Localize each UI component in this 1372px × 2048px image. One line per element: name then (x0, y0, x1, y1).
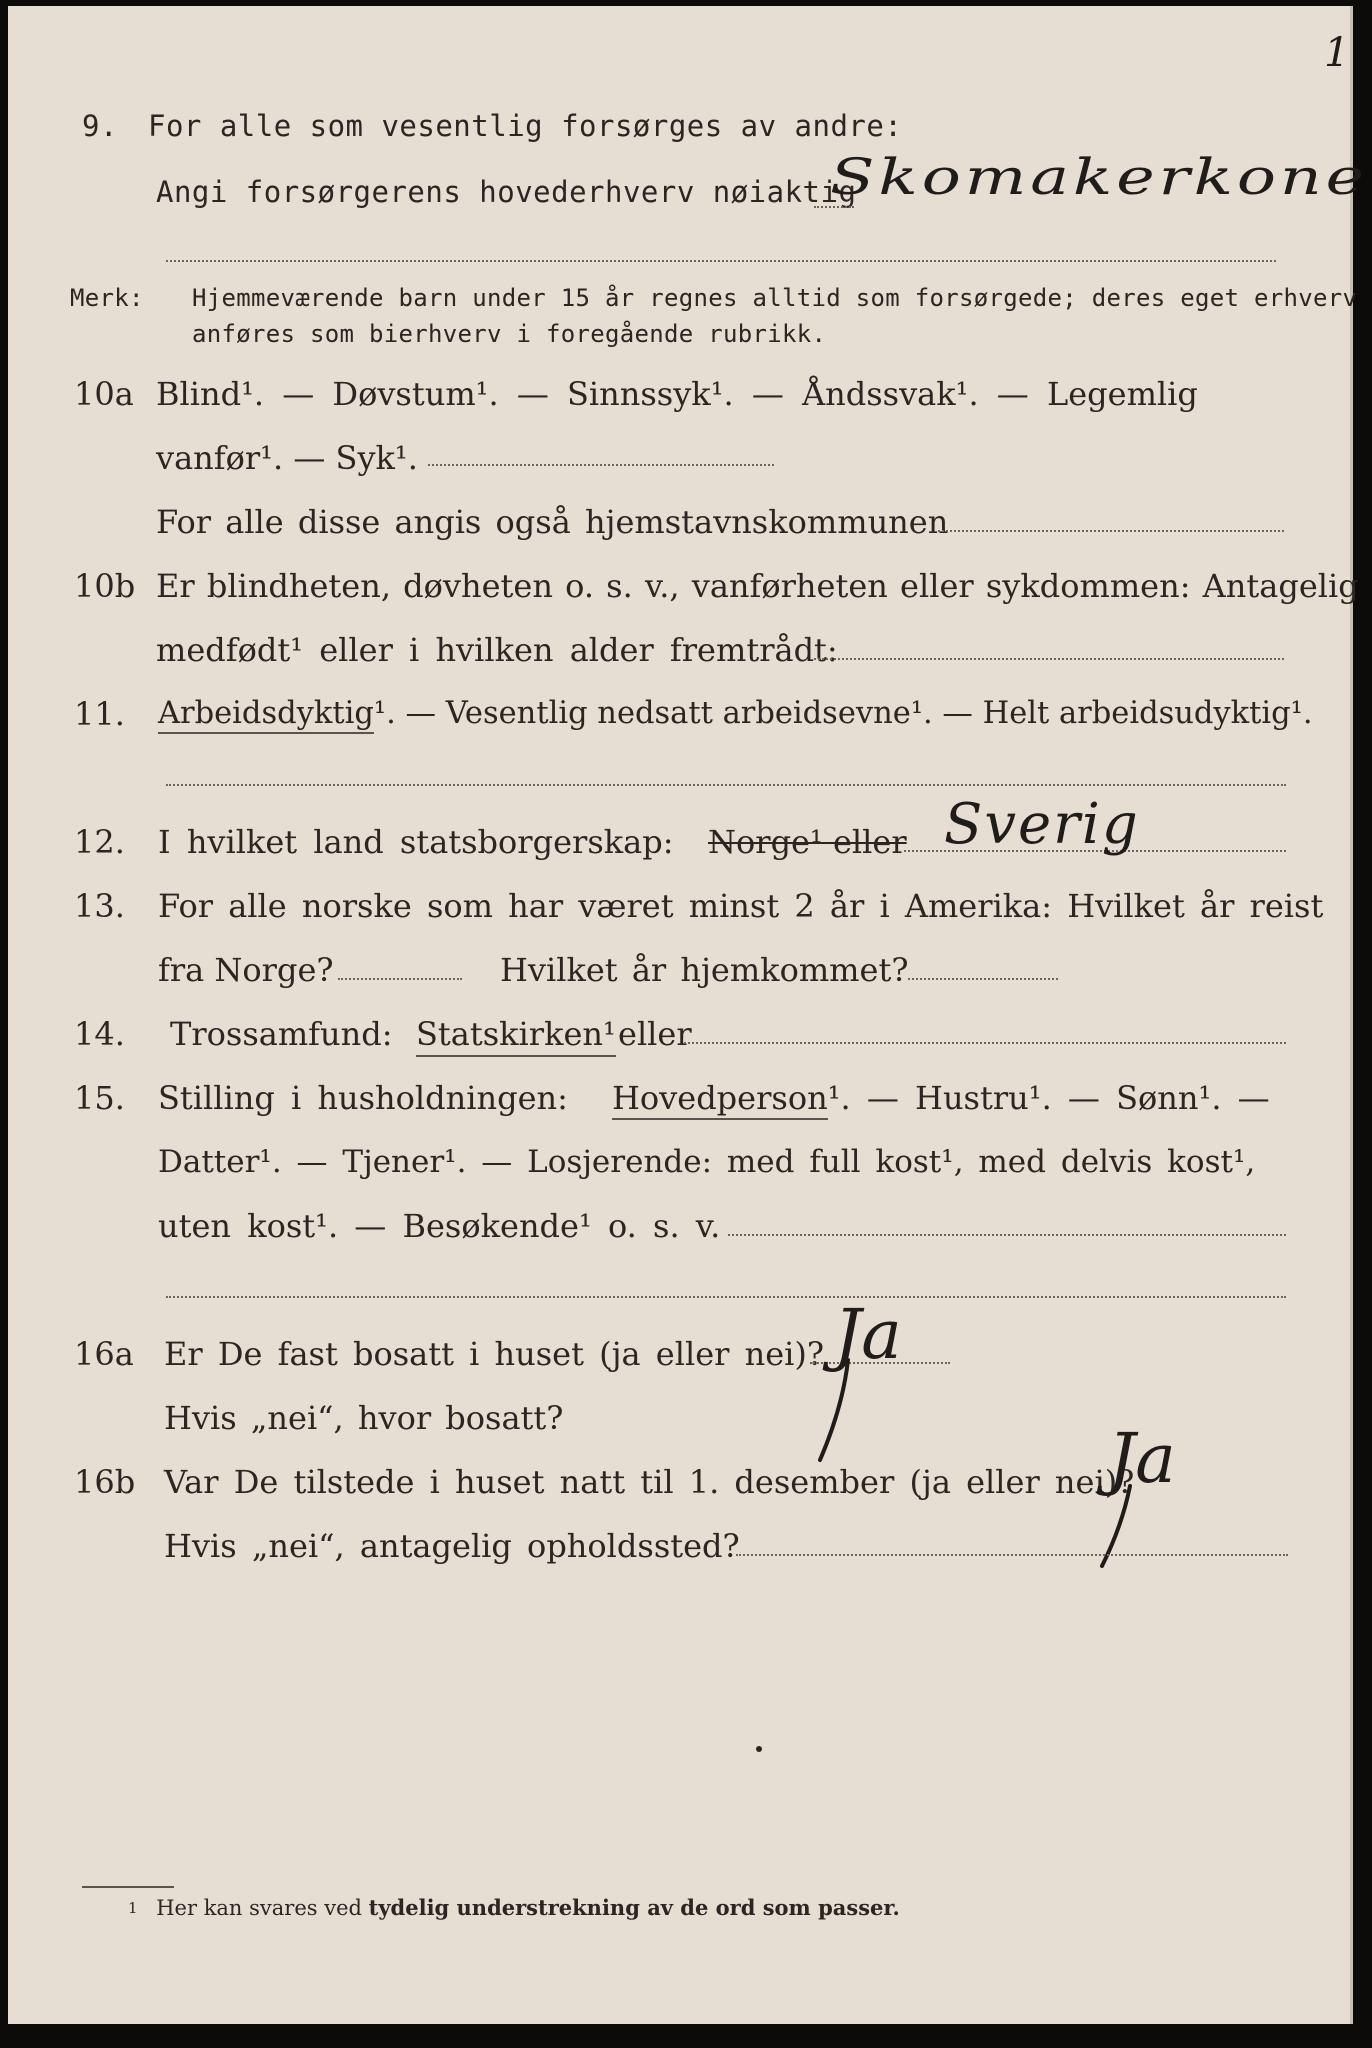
question-text: For alle som vesentlig forsørges av andre: (148, 109, 903, 143)
answer-line (684, 1042, 1286, 1044)
question-text: Blind¹. — Døvstum¹. — Sinnssyk¹. — Åndssvak¹. — Legemlig (156, 375, 1198, 413)
option-statskirken-underlined: Statskirken¹ (416, 1014, 616, 1057)
handwritten-answer: Sverig (944, 792, 1140, 857)
option-arbeidsdyktig-underlined: Arbeidsdyktig (158, 696, 374, 734)
handwritten-answer: Ja (1108, 1420, 1176, 1499)
note-label: Merk: (70, 284, 144, 312)
answer-line (736, 1554, 1288, 1556)
answer-line (908, 978, 1058, 980)
option-hovedperson-underlined: Hovedperson (612, 1079, 828, 1120)
question-number: 16b (74, 1463, 136, 1501)
question-text: Hvis „nei“, antagelig opholdssted? (164, 1527, 740, 1565)
answer-line (814, 206, 854, 208)
ditto-stroke-mark (808, 1356, 868, 1466)
page-number-mark: 1 (1324, 30, 1350, 76)
question-text: Hvilket år hjemkommet? (500, 951, 909, 989)
note-text: Hjemmeværende barn under 15 år regnes alltid som forsørgede; deres eget erhverv (192, 284, 1358, 312)
footnote-marker: 1 (128, 1899, 138, 1917)
answer-line (728, 1234, 1286, 1236)
question-text: fra Norge? (158, 951, 334, 989)
answer-line (166, 260, 1276, 262)
footnote-bold-text: tydelig understrekning av de ord som passer. (368, 1895, 900, 1920)
question-number: 10b (74, 567, 136, 605)
question-text: Var De tilstede i huset natt til 1. desember (ja eller nei)? (164, 1463, 1135, 1501)
ink-dot (756, 1746, 762, 1752)
ditto-stroke-mark (1088, 1482, 1148, 1572)
question-text: For alle norske som har været minst 2 år i Amerika: Hvilket år reist (158, 887, 1324, 925)
question-number: 12. (74, 823, 125, 861)
question-text: Er blindheten, døvheten o. s. v., vanførheten eller sykdommen: Antagelig (156, 567, 1359, 605)
question-text: uten kost¹. — Besøkende¹ o. s. v. (158, 1207, 721, 1245)
question-text: vanfør¹. — Syk¹. (156, 439, 418, 477)
question-number: 15. (74, 1079, 125, 1117)
footnote (128, 1894, 900, 1922)
question-text: Angi forsørgerens hovederhverv nøiaktig (156, 175, 857, 209)
note-text: anføres som bierhverv i foregående rubrikk. (192, 320, 827, 348)
question-number: 9. (82, 109, 118, 143)
question-text: Er De fast bosatt i huset (ja eller nei)? (164, 1335, 825, 1373)
question-number: 16a (74, 1335, 134, 1373)
census-form-page (8, 6, 1369, 2024)
question-text-rest: ¹. — Hustru¹. — Sønn¹. — (827, 1079, 1270, 1117)
question-number: 11. (74, 695, 125, 733)
question-text: Stilling i husholdningen: (158, 1079, 568, 1117)
answer-line (166, 784, 1286, 786)
question-number: 14. (74, 1015, 125, 1053)
answer-line (814, 658, 1284, 660)
question-number: 13. (74, 887, 125, 925)
question-text (158, 694, 1313, 734)
question-text: For alle disse angis også hjemstavnskommunen (156, 503, 949, 541)
question-text: Datter¹. — Tjener¹. — Losjerende: med full kost¹, med delvis kost¹, (158, 1144, 1256, 1180)
answer-line (428, 464, 774, 466)
question-text-rest: ¹. — Vesentlig nedsatt arbeidsevne¹. — Helt arbeidsudyktig¹. (373, 696, 1313, 731)
question-text: medfødt¹ eller i hvilken alder fremtrådt: (156, 631, 838, 669)
answer-line (338, 978, 462, 980)
footnote-rule (82, 1886, 174, 1888)
answer-line (166, 1296, 1286, 1298)
footnote-text: Her kan svares ved (156, 1896, 362, 1920)
option-norge-struck: Norge¹ eller (708, 823, 907, 861)
question-number: 10a (74, 375, 134, 413)
question-text (612, 1078, 1270, 1118)
question-text: Hvis „nei“, hvor bosatt? (164, 1399, 564, 1437)
answer-line (938, 530, 1284, 532)
question-text: Trossamfund: (170, 1015, 393, 1053)
handwritten-answer: Skomakerkone (830, 148, 1369, 206)
question-text: I hvilket land statsborgerskap: (158, 823, 674, 861)
question-text: eller (618, 1015, 692, 1053)
handwritten-answer: Ja (834, 1296, 902, 1375)
